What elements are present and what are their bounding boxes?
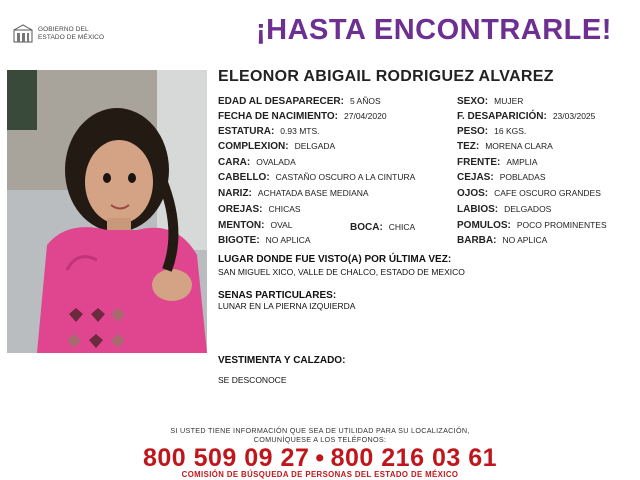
commission-name: COMISIÓN DE BÚSQUEDA DE PERSONAS DEL ESTADO DE MÉXICO bbox=[181, 470, 459, 479]
distinguishing-marks-title: SENAS PARTICULARES: bbox=[218, 290, 337, 301]
phone-number-1: 800 509 09 27 bbox=[142, 444, 310, 472]
field-frente: FRENTE: AMPLIA bbox=[457, 157, 538, 168]
field-fecha-nacimiento: FECHA DE NACIMIENTO: 27/04/2020 bbox=[218, 111, 387, 122]
headline: ¡HASTA ENCONTRARLE! bbox=[256, 14, 612, 46]
government-logo bbox=[12, 22, 122, 46]
field-nariz: NARIZ: ACHATADA BASE MEDIANA bbox=[218, 188, 369, 199]
field-boca: BOCA: CHICA bbox=[350, 222, 416, 233]
field-orejas: OREJAS: CHICAS bbox=[218, 204, 301, 215]
field-cejas: CEJAS: POBLADAS bbox=[457, 172, 546, 183]
footer-note-line-2: COMUNÍQUESE A LOS TELÉFONOS: bbox=[253, 435, 387, 444]
distinguishing-marks-value: LUNAR EN LA PIERNA IZQUIERDA bbox=[218, 301, 356, 311]
last-seen-title: LUGAR DONDE FUE VISTO(A) POR ÚLTIMA VEZ: bbox=[218, 254, 452, 265]
field-labios: LABIOS: DELGADOS bbox=[457, 204, 552, 215]
field-menton: MENTON: OVAL bbox=[218, 220, 293, 231]
clothing-value: SE DESCONOCE bbox=[218, 375, 287, 385]
phone-numbers bbox=[0, 444, 640, 473]
phone-number-2: 800 216 03 61 bbox=[330, 444, 498, 472]
field-fecha-desaparicion: F. DESAPARICIÓN: 23/03/2025 bbox=[457, 111, 596, 122]
person-name: ELEONOR ABIGAIL RODRIGUEZ ALVAREZ bbox=[218, 68, 554, 85]
missing-person-photo bbox=[7, 70, 207, 353]
field-cara: CARA: OVALADA bbox=[218, 157, 296, 168]
clothing-title: VESTIMENTA Y CALZADO: bbox=[218, 355, 346, 366]
field-sexo: SEXO: MUJER bbox=[457, 96, 524, 107]
field-pomulos: POMULOS: POCO PROMINENTES bbox=[457, 220, 607, 231]
logo-line-1: GOBIERNO DEL bbox=[38, 26, 89, 33]
field-ojos: OJOS: CAFE OSCURO GRANDES bbox=[457, 188, 601, 199]
field-edad: EDAD AL DESAPARECER: 5 AÑOS bbox=[218, 96, 381, 107]
field-bigote: BIGOTE: NO APLICA bbox=[218, 235, 311, 246]
field-cabello: CABELLO: CASTAÑO OSCURO A LA CINTURA bbox=[218, 172, 416, 183]
field-tez: TEZ: MORENA CLARA bbox=[457, 141, 553, 152]
field-estatura: ESTATURA: 0.93 MTS. bbox=[218, 126, 320, 137]
footer-note-line-1: SI USTED TIENE INFORMACIÓN QUE SEA DE UTILIDAD PARA SU LOCALIZACIÓN, bbox=[170, 426, 470, 435]
government-seal-icon bbox=[12, 24, 34, 44]
field-peso: PESO: 16 KGS. bbox=[457, 126, 527, 137]
field-complexion: COMPLEXION: DELGADA bbox=[218, 141, 336, 152]
last-seen-value: SAN MIGUEL XICO, VALLE DE CHALCO, ESTADO DE MEXICO bbox=[218, 267, 465, 277]
field-barba: BARBA: NO APLICA bbox=[457, 235, 548, 246]
logo-line-2: ESTADO DE MÉXICO bbox=[38, 34, 105, 41]
phone-separator: • bbox=[315, 444, 325, 472]
